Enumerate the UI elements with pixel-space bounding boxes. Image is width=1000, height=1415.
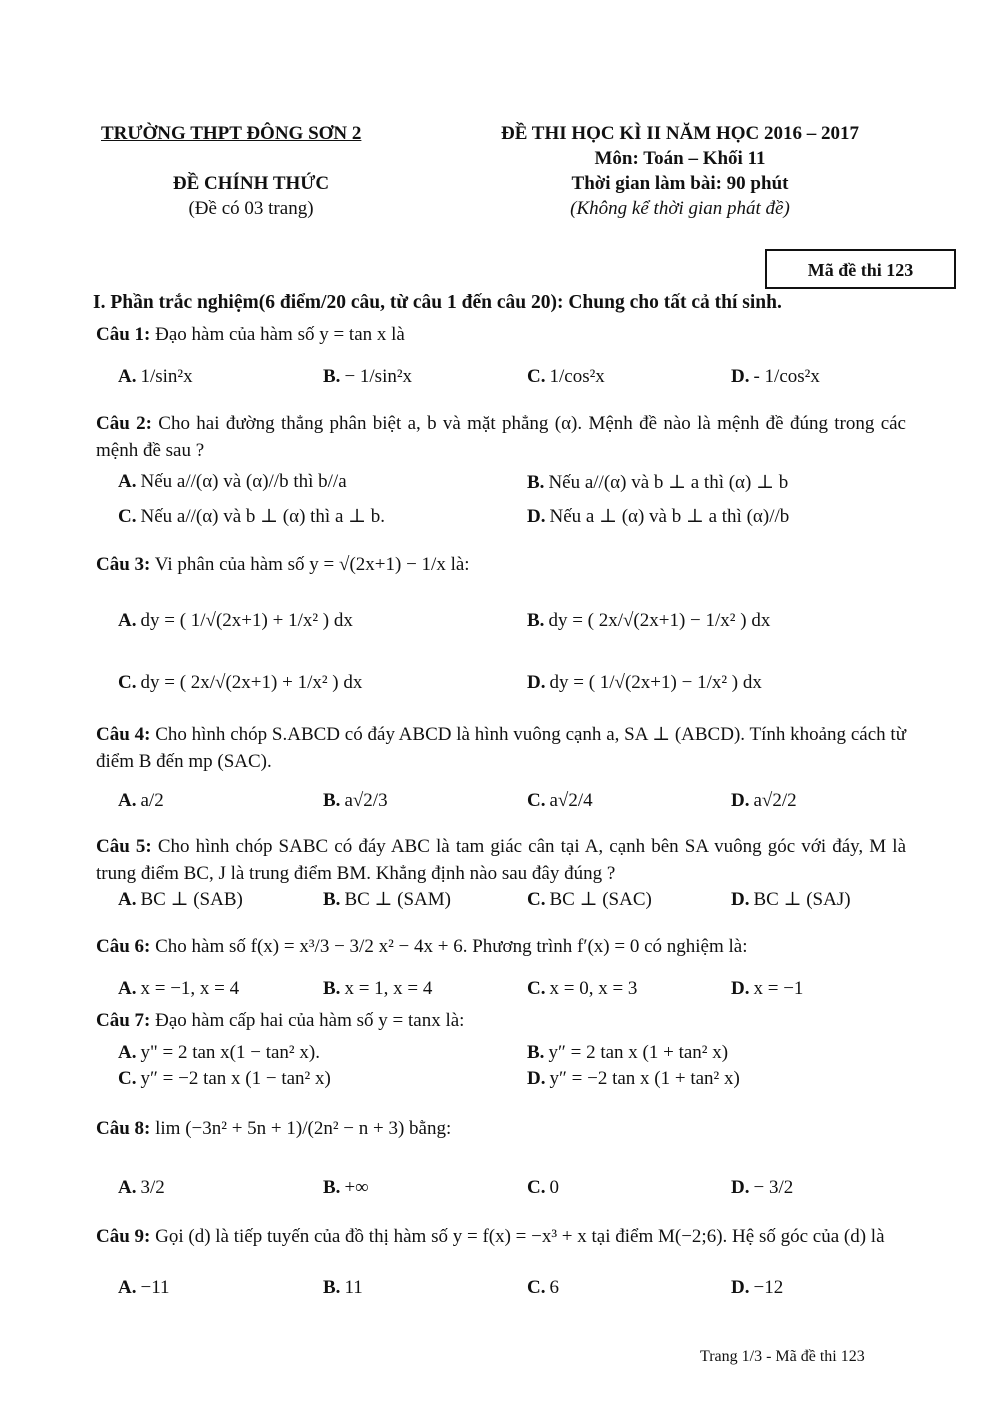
option-b[interactable]: B. y″ = 2 tan x (1 + tan² x) xyxy=(527,1042,729,1063)
question-text: lim (−3n² + 5n + 1)/(2n² − n + 3) bằng: xyxy=(155,1118,452,1139)
question-label: Câu 5: xyxy=(96,836,152,857)
option-d[interactable]: D. - 1/cos²x xyxy=(731,366,820,387)
section-heading: I. Phần trắc nghiệm(6 điểm/20 câu, từ câu 1 đến câu 20): Chung cho tất cả thí sinh. xyxy=(93,292,782,313)
option-d[interactable]: D. x = −1 xyxy=(731,978,804,999)
question-label: Câu 4: xyxy=(96,724,151,745)
option-a[interactable]: A. Nếu a//(α) và (α)//b thì b//a xyxy=(118,471,347,492)
question-text: Cho hàm số f(x) = x³/3 − 3/2 x² − 4x + 6. Phương trình f′(x) = 0 có nghiệm là: xyxy=(155,936,748,957)
duration-line: Thời gian làm bài: 90 phút xyxy=(571,173,789,194)
question-8 xyxy=(96,1118,451,1140)
question-label: Câu 9: xyxy=(96,1226,151,1247)
exam-title: ĐỀ THI HỌC KÌ II NĂM HỌC 2016 – 2017 xyxy=(500,123,860,144)
option-b[interactable]: B. 11 xyxy=(323,1277,363,1298)
option-c[interactable]: C. 0 xyxy=(527,1177,559,1198)
option-a[interactable]: A. 1/sin²x xyxy=(118,366,193,387)
option-b[interactable]: B. dy = ( 2x/√(2x+1) − 1/x² ) dx xyxy=(527,610,771,631)
question-label: Câu 8: xyxy=(96,1118,151,1139)
exam-code-box xyxy=(765,249,956,289)
duration-note: (Không kể thời gian phát đề) xyxy=(570,198,790,219)
question-7 xyxy=(96,1010,464,1032)
question-text: Đạo hàm của hàm số y = tan x là xyxy=(155,324,405,345)
school-name: TRƯỜNG THPT ĐÔNG SƠN 2 xyxy=(101,123,362,144)
question-text: Cho hình chóp S.ABCD có đáy ABCD là hình vuông cạnh a, SA ⊥ (ABCD). Tính khoảng cách từ điểm B đến mp (SAC). xyxy=(96,724,906,772)
question-3 xyxy=(96,554,470,576)
question-2 xyxy=(96,410,906,464)
question-label: Câu 7: xyxy=(96,1010,151,1031)
question-text: Gọi (d) là tiếp tuyến của đồ thị hàm số y = f(x) = −x³ + x tại điểm M(−2;6). Hệ số góc của (d) là xyxy=(155,1226,885,1247)
option-b[interactable]: B. Nếu a//(α) và b ⊥ a thì (α) ⊥ b xyxy=(527,472,789,493)
question-label: Câu 6: xyxy=(96,936,151,957)
option-a[interactable]: A. −11 xyxy=(118,1277,170,1298)
option-d[interactable]: D. −12 xyxy=(731,1277,784,1298)
question-label: Câu 3: xyxy=(96,554,151,575)
official-label: ĐỀ CHÍNH THỨC xyxy=(172,173,330,194)
exam-code: Mã đề thi 123 xyxy=(807,260,914,280)
option-b[interactable]: B. BC ⊥ (SAM) xyxy=(323,889,451,910)
question-label: Câu 1: xyxy=(96,324,151,345)
question-1 xyxy=(96,324,405,346)
option-a[interactable]: A. BC ⊥ (SAB) xyxy=(118,889,243,910)
question-6 xyxy=(96,936,748,958)
option-a[interactable]: A. dy = ( 1/√(2x+1) + 1/x² ) dx xyxy=(118,610,353,631)
option-a[interactable]: A. 3/2 xyxy=(118,1177,165,1198)
question-text: Cho hình chóp SABC có đáy ABC là tam giác cân tại A, cạnh bên SA vuông góc với đáy, M là trung điểm BC, J là trung điểm BM. Khẳng định nào sau đây đúng ? xyxy=(96,836,906,884)
option-d[interactable]: D. BC ⊥ (SAJ) xyxy=(731,889,851,910)
option-c[interactable]: C. 6 xyxy=(527,1277,559,1298)
option-a[interactable]: A. y" = 2 tan x(1 − tan² x). xyxy=(118,1042,320,1063)
question-4 xyxy=(96,721,906,775)
subject-line: Môn: Toán – Khối 11 xyxy=(594,148,766,169)
option-c[interactable]: C. a√2/4 xyxy=(527,790,593,811)
option-a[interactable]: A. a/2 xyxy=(118,790,164,811)
question-label: Câu 2: xyxy=(96,413,152,434)
option-b[interactable]: B. +∞ xyxy=(323,1177,369,1198)
option-c[interactable]: C. Nếu a//(α) và b ⊥ (α) thì a ⊥ b. xyxy=(118,506,386,527)
option-c[interactable]: C. dy = ( 2x/√(2x+1) + 1/x² ) dx xyxy=(118,672,363,693)
option-d[interactable]: D. Nếu a ⊥ (α) và b ⊥ a thì (α)//b xyxy=(527,506,790,527)
option-b[interactable]: B. x = 1, x = 4 xyxy=(323,978,433,999)
option-c[interactable]: C. 1/cos²x xyxy=(527,366,605,387)
question-text: Đạo hàm cấp hai của hàm số y = tanx là: xyxy=(155,1010,465,1031)
option-b[interactable]: B. − 1/sin²x xyxy=(323,366,413,387)
option-d[interactable]: D. dy = ( 1/√(2x+1) − 1/x² ) dx xyxy=(527,672,762,693)
question-9 xyxy=(96,1223,906,1250)
option-c[interactable]: C. x = 0, x = 3 xyxy=(527,978,638,999)
question-text: Cho hai đường thẳng phân biệt a, b và mặt phẳng (α). Mệnh đề nào là mệnh đề đúng trong các mệnh đề sau ? xyxy=(96,413,906,461)
option-d[interactable]: D. y″ = −2 tan x (1 + tan² x) xyxy=(527,1068,740,1089)
option-c[interactable]: C. y″ = −2 tan x (1 − tan² x) xyxy=(118,1068,331,1089)
option-d[interactable]: D. a√2/2 xyxy=(731,790,797,811)
question-5 xyxy=(96,833,906,887)
option-c[interactable]: C. BC ⊥ (SAC) xyxy=(527,889,652,910)
option-d[interactable]: D. − 3/2 xyxy=(731,1177,794,1198)
page-footer: Trang 1/3 - Mã đề thi 123 xyxy=(700,1348,865,1365)
option-a[interactable]: A. x = −1, x = 4 xyxy=(118,978,240,999)
pages-note: (Đề có 03 trang) xyxy=(188,198,314,219)
question-text: Vi phân của hàm số y = √(2x+1) − 1/x là: xyxy=(154,554,470,575)
option-b[interactable]: B. a√2/3 xyxy=(323,790,388,811)
